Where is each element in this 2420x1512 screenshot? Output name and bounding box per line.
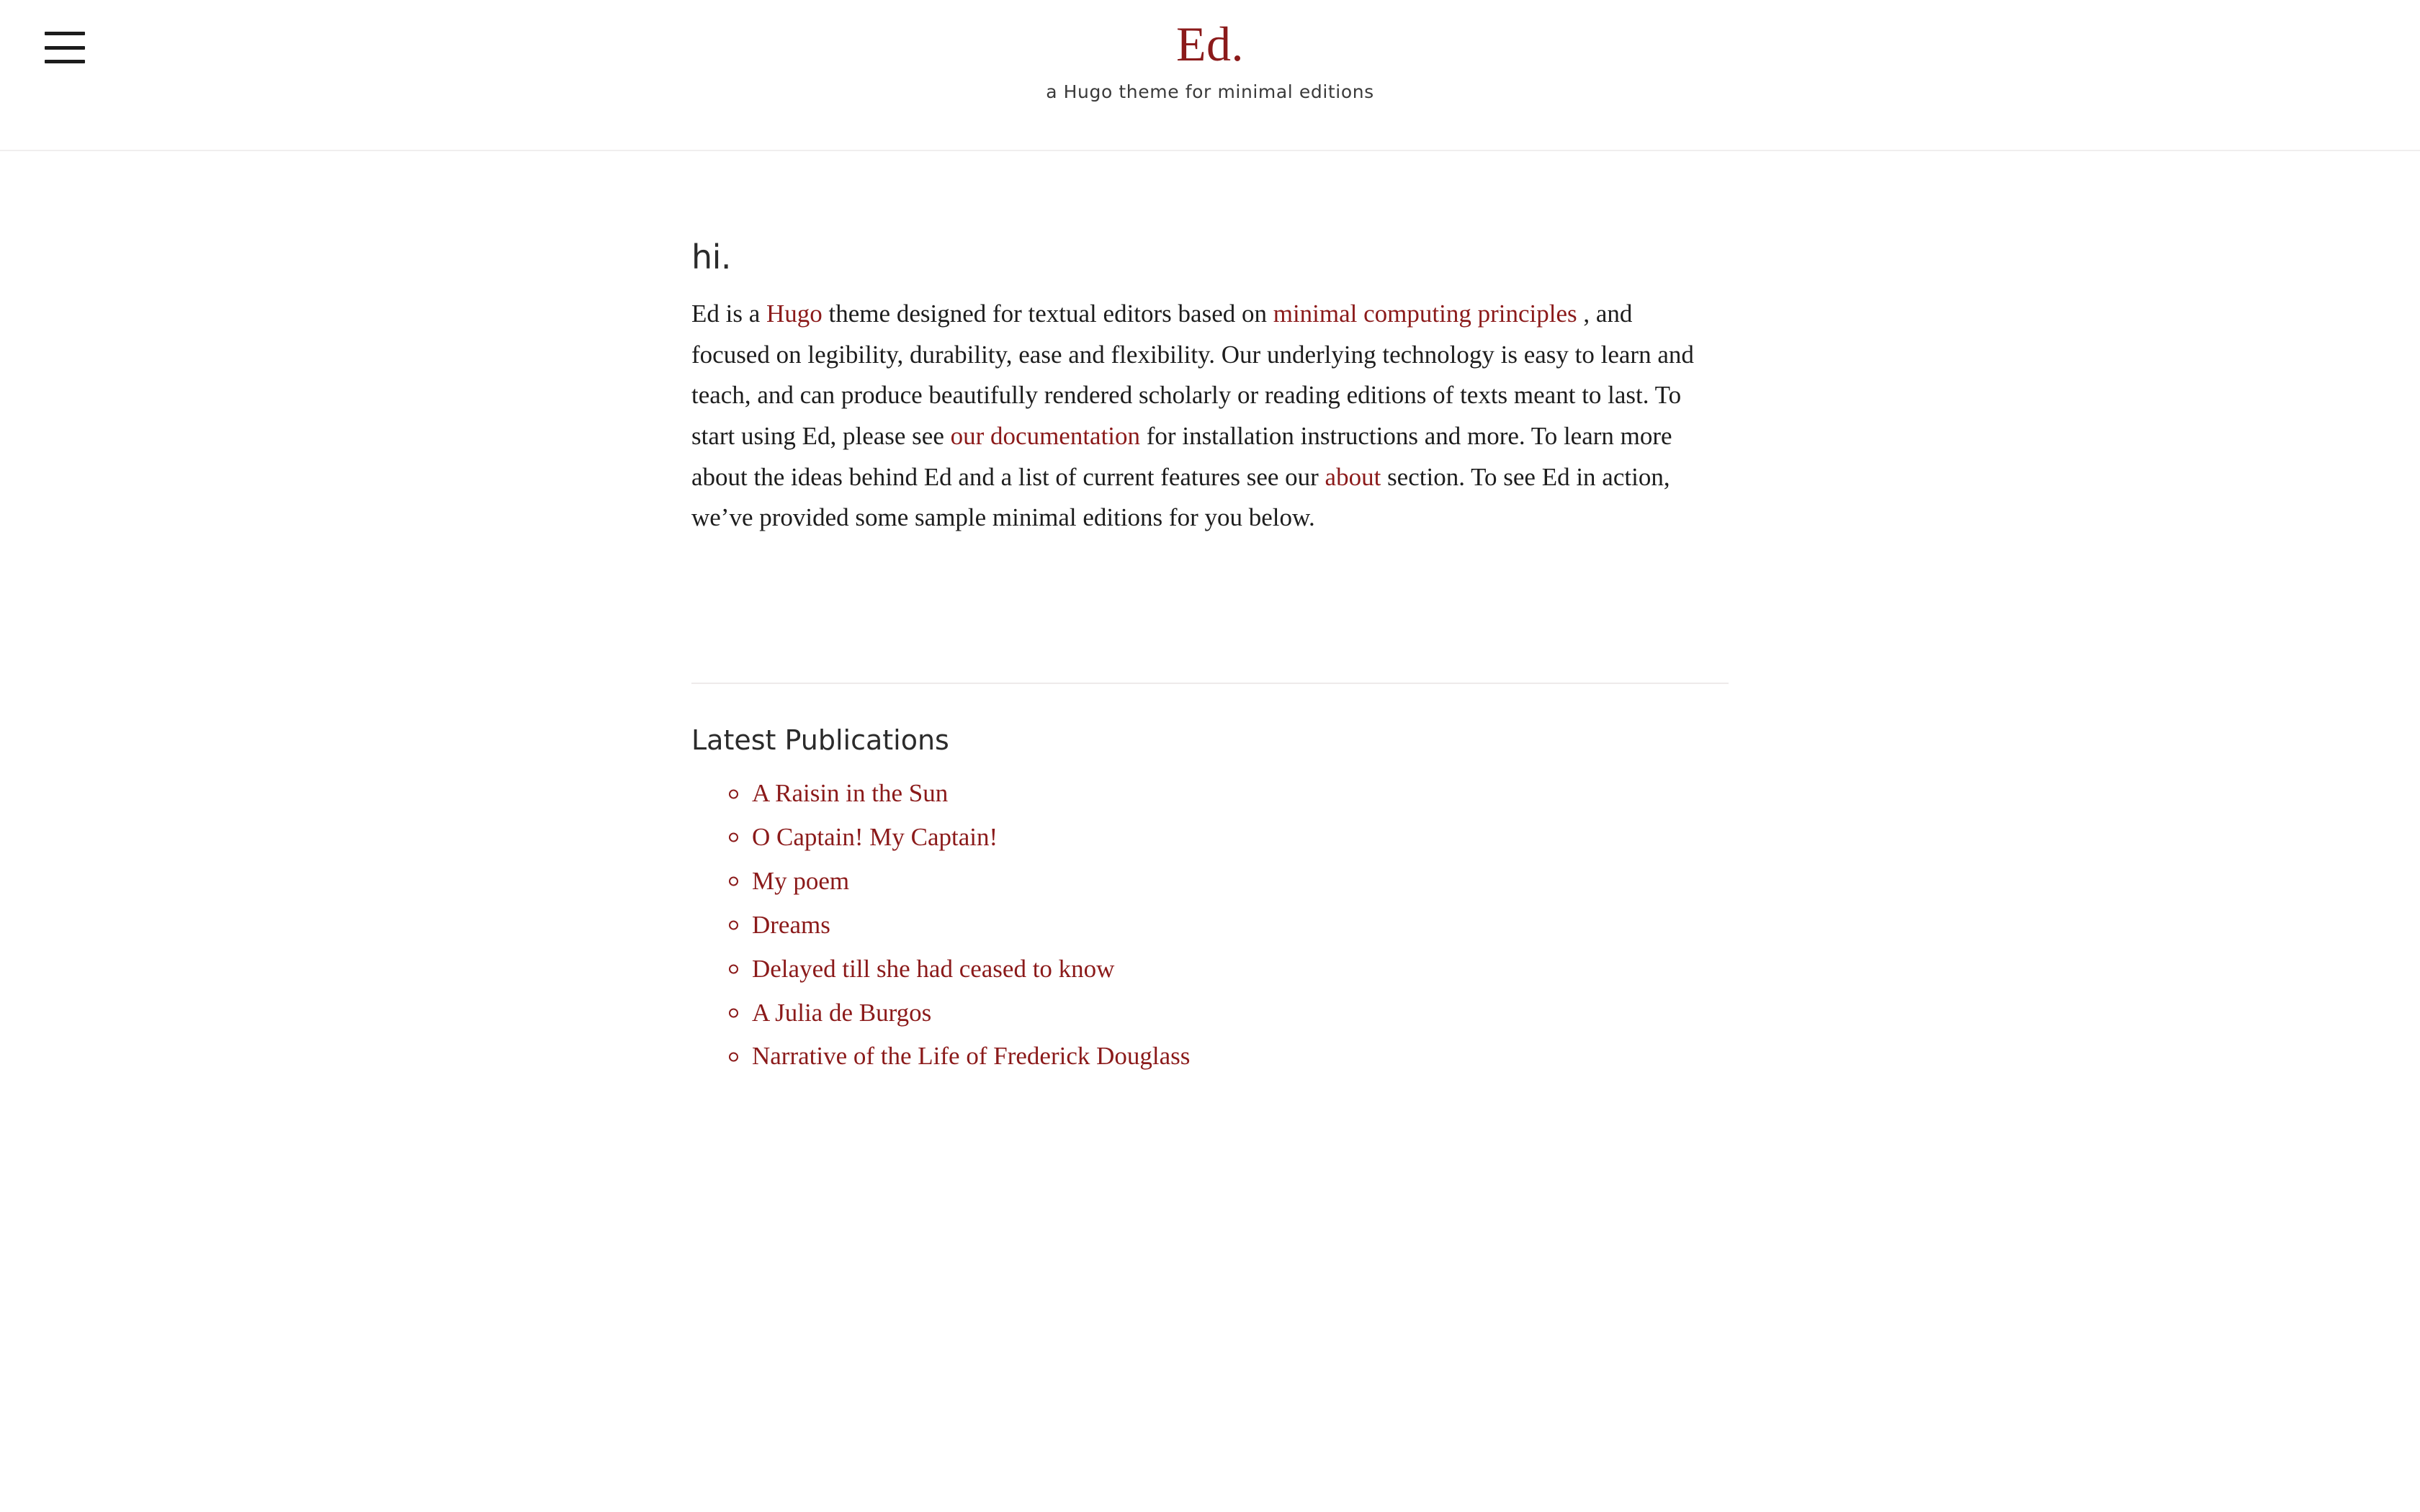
link-minimal-computing-principles[interactable]: minimal computing principles bbox=[1273, 300, 1577, 328]
publication-link[interactable]: Dreams bbox=[752, 910, 830, 939]
link-about[interactable]: about bbox=[1325, 462, 1381, 491]
publications-list bbox=[691, 772, 1729, 1079]
link-our-documentation[interactable]: our documentation bbox=[950, 422, 1141, 451]
intro-text-3: , and focused on legibility, durability, ease and flexibility. Our underlying technology is easy to learn and teach, and can produce beautifully rendered scholarly or reading editions of texts meant to last. To start using Ed, please see bbox=[691, 300, 1694, 451]
intro-text-2: theme designed for textual editors based on bbox=[822, 300, 1273, 328]
circle-bullet-icon bbox=[729, 1052, 738, 1061]
intro-text-4: for installation instructions and more. To learn more about the ideas behind Ed and a list of current features see our bbox=[691, 422, 1672, 491]
publication-link[interactable]: Narrative of the Life of Frederick Douglass bbox=[752, 1042, 1191, 1071]
list-item bbox=[752, 772, 1729, 816]
site-subtitle: a Hugo theme for minimal editions bbox=[1046, 81, 1374, 103]
intro-paragraph bbox=[691, 294, 1700, 539]
publication-link[interactable]: My poem bbox=[752, 866, 850, 895]
publication-link[interactable]: Delayed till she had ceased to know bbox=[752, 954, 1115, 983]
list-item bbox=[752, 991, 1729, 1035]
list-item bbox=[752, 904, 1729, 948]
circle-bullet-icon bbox=[729, 1009, 738, 1018]
publication-link[interactable]: O Captain! My Captain! bbox=[752, 823, 998, 852]
menu-bar-bottom bbox=[45, 60, 85, 63]
circle-bullet-icon bbox=[729, 789, 738, 798]
circle-bullet-icon bbox=[729, 833, 738, 842]
menu-bar-middle bbox=[45, 46, 85, 50]
circle-bullet-icon bbox=[729, 877, 738, 886]
intro-text-5: section. To see Ed in action, we’ve provided some sample minimal editions for you below. bbox=[691, 462, 1670, 532]
menu-bar-top bbox=[45, 32, 85, 35]
hamburger-menu-icon[interactable] bbox=[45, 32, 85, 63]
publication-link[interactable]: A Julia de Burgos bbox=[752, 998, 932, 1027]
site-header bbox=[0, 0, 2420, 151]
circle-bullet-icon bbox=[729, 965, 738, 974]
circle-bullet-icon bbox=[729, 921, 738, 930]
site-title: Ed. bbox=[1175, 17, 1245, 71]
list-item bbox=[752, 1035, 1729, 1079]
main-content bbox=[691, 151, 1729, 1079]
publication-link[interactable]: A Raisin in the Sun bbox=[752, 779, 949, 808]
list-item bbox=[752, 948, 1729, 991]
content-spacer bbox=[691, 539, 1729, 683]
list-item bbox=[752, 816, 1729, 860]
section-divider bbox=[691, 683, 1729, 684]
publications-heading: Latest Publications bbox=[691, 724, 949, 757]
list-item bbox=[752, 860, 1729, 904]
intro-text-1: Ed is a bbox=[691, 300, 767, 328]
link-hugo[interactable]: Hugo bbox=[766, 300, 823, 328]
page-title: hi. bbox=[691, 238, 732, 276]
